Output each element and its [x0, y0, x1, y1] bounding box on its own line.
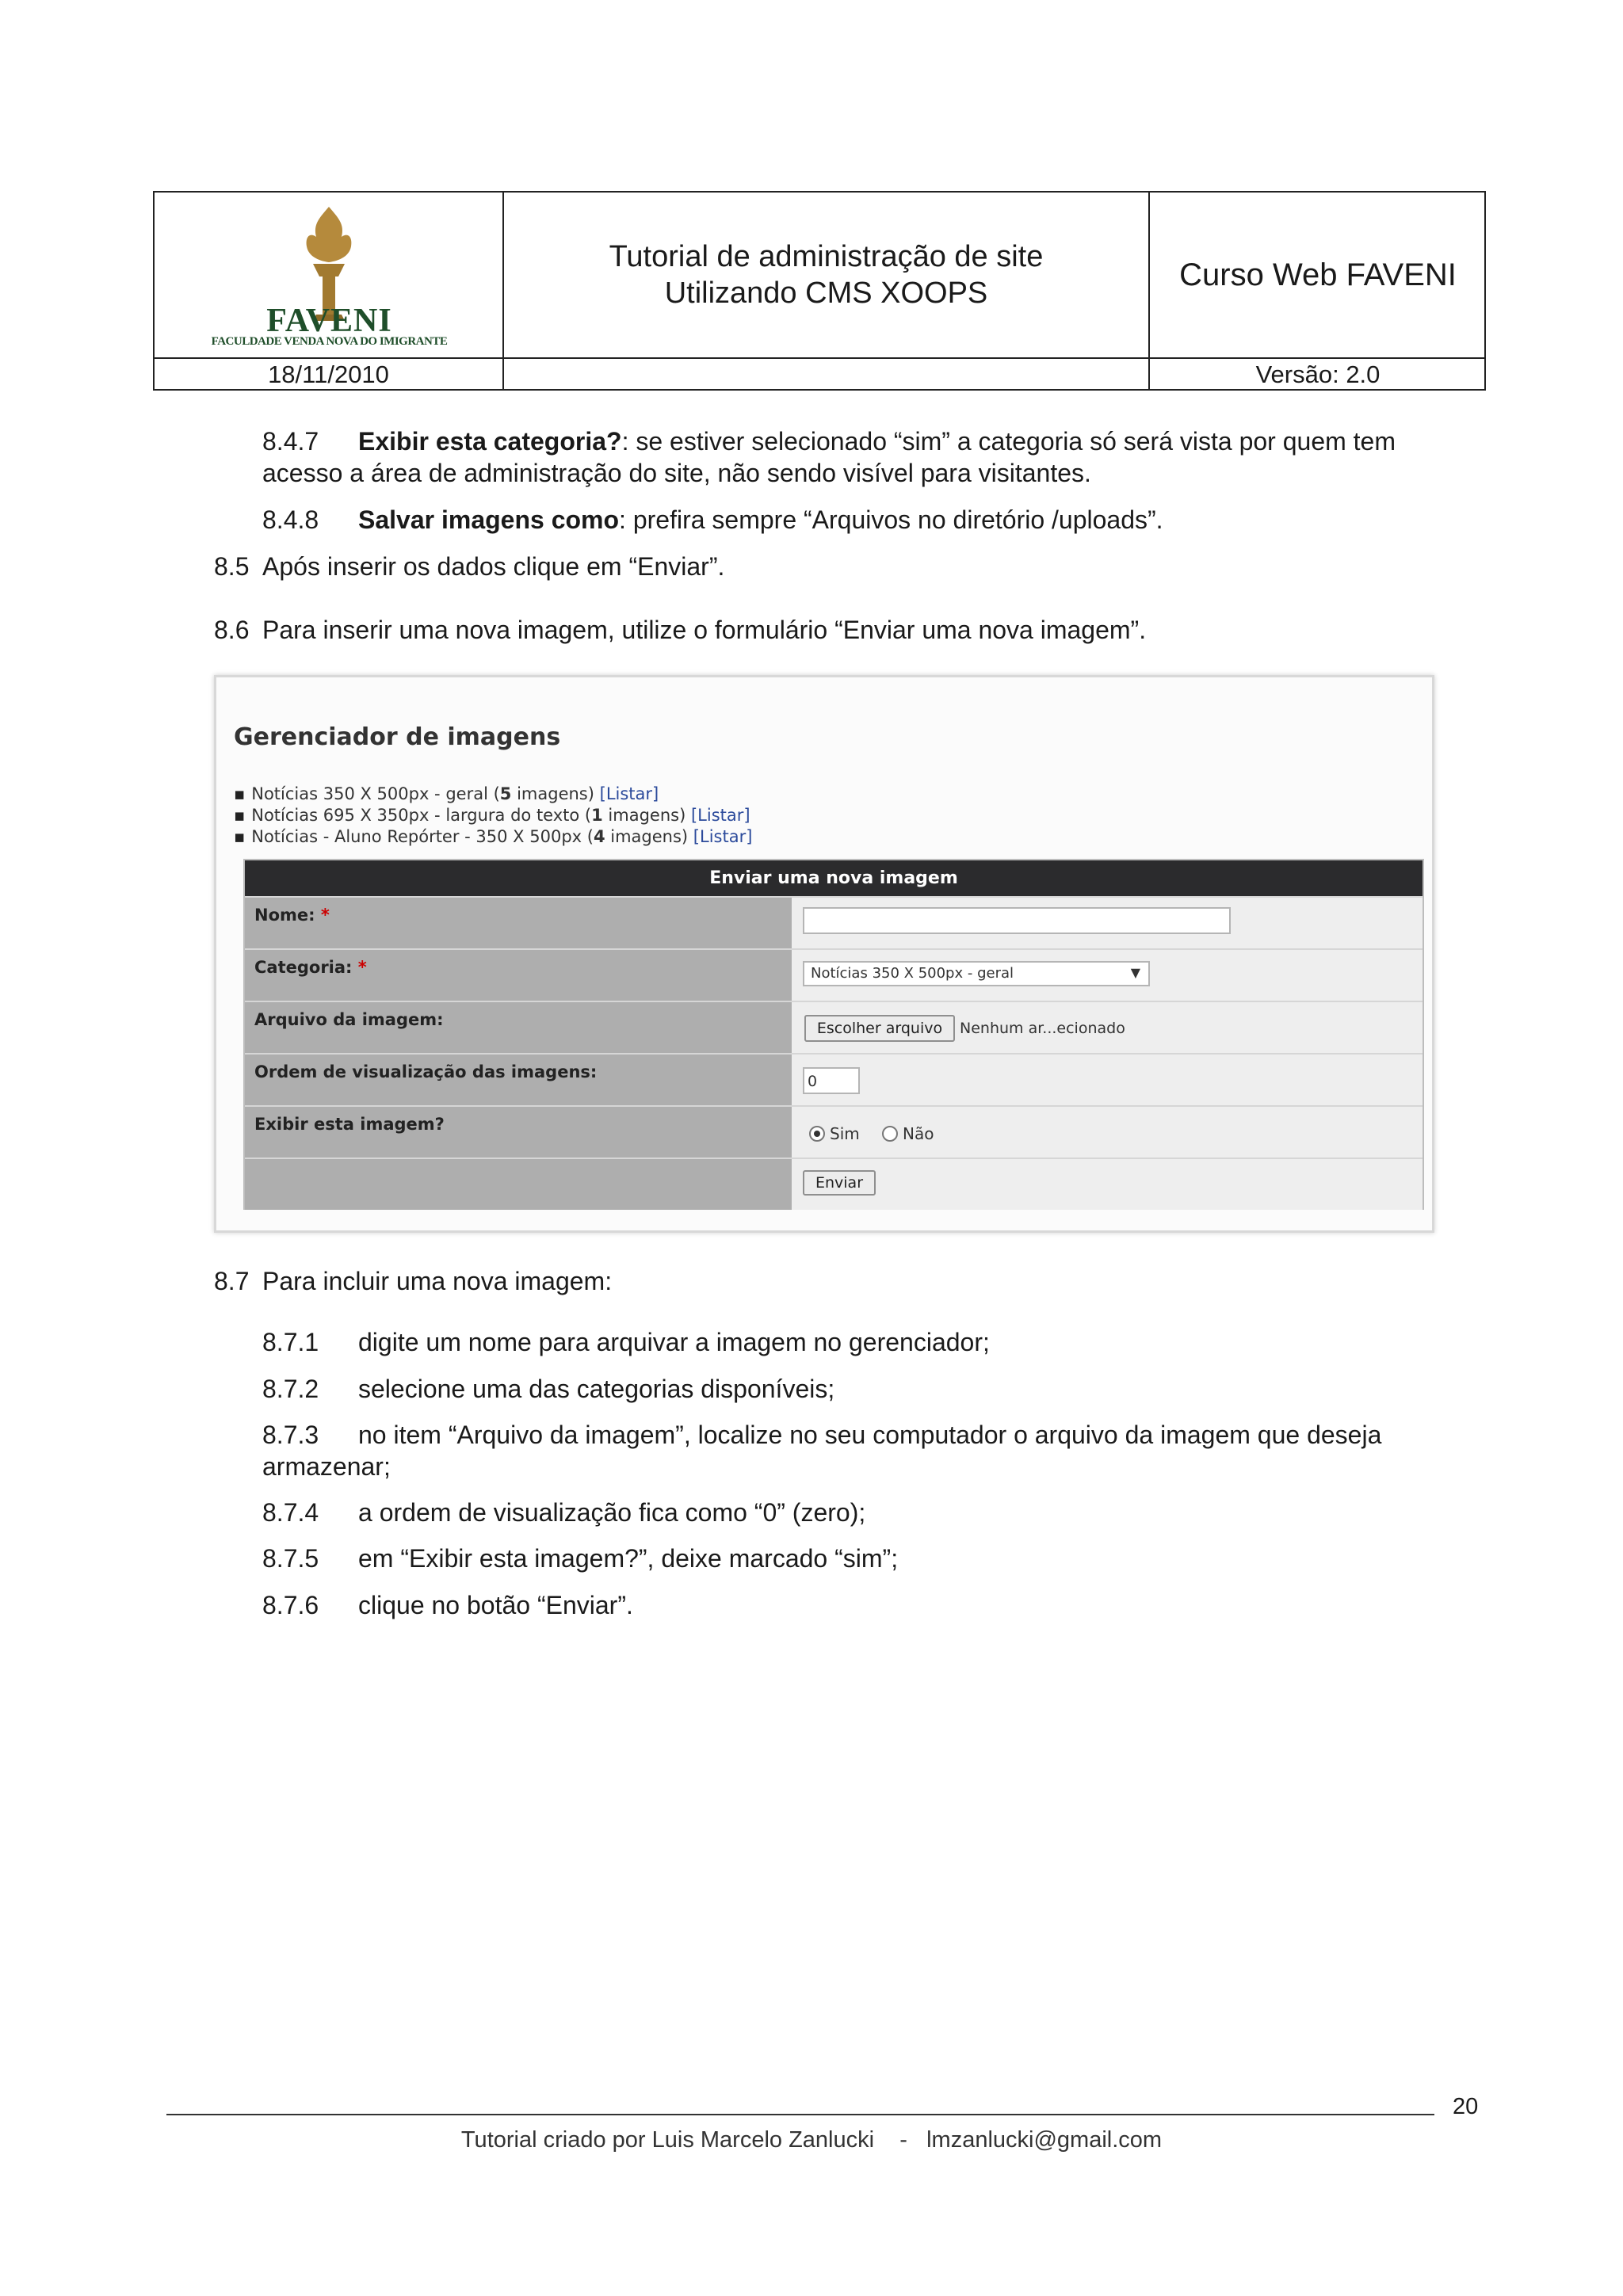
category-text: Notícias 350 X 500px - geral ( [251, 784, 500, 803]
item-number: 8.7.6 [262, 1591, 319, 1619]
upload-image-form [243, 859, 1424, 1210]
item-text: : prefira sempre “Arquivos no diretório /uploads”. [619, 505, 1163, 534]
category-list-item [234, 805, 752, 826]
subitem-8-7-2 [262, 1373, 834, 1405]
category-text: imagens) [605, 827, 693, 846]
footer-rule [166, 2114, 1434, 2115]
paragraph-8-4-7 [262, 425, 1396, 489]
form-value [792, 1002, 1423, 1055]
form-label-empty [245, 1159, 792, 1210]
image-manager-screenshot [214, 675, 1434, 1233]
item-text: Após inserir os dados clique em “Enviar”. [262, 552, 725, 581]
required-mark: * [357, 958, 367, 977]
logo-subtitle: FACULDADE VENDA NOVA DO IMIGRANTE [211, 335, 448, 348]
form-label [245, 898, 792, 950]
item-text-line2: acesso a área de administração do site, não sendo visível para visitantes. [262, 459, 1091, 487]
category-label: Categoria: [254, 958, 353, 977]
header-empty-cell [504, 359, 1150, 391]
item-text: Para incluir uma nova imagem: [262, 1267, 613, 1295]
category-text: imagens) [602, 806, 691, 825]
image-manager-title: Gerenciador de imagens [234, 723, 561, 751]
category-count: 5 [499, 784, 512, 803]
subitem-8-7-4 [262, 1497, 865, 1528]
paragraph-8-4-8 [262, 504, 1163, 536]
item-number: 8.7.3 [262, 1421, 319, 1449]
item-text: no item “Arquivo da imagem”, localize no seu computador o arquivo da imagem que deseja [358, 1421, 1382, 1449]
name-label: Nome: [254, 906, 315, 925]
list-link[interactable]: [Listar] [693, 827, 753, 846]
item-number: 8.6 [214, 616, 250, 644]
item-number: 8.7 [214, 1267, 250, 1295]
document-header [153, 191, 1486, 391]
file-status: Nenhum ar...ecionado [960, 1020, 1125, 1037]
form-heading: Enviar uma nova imagem [245, 860, 1423, 896]
show-label: Exibir esta imagem? [245, 1107, 792, 1159]
dropdown-arrow-icon: ▼ [1130, 965, 1140, 980]
document-title-line2: Utilizando CMS XOOPS [664, 277, 988, 310]
form-value [792, 1107, 1423, 1159]
logo-cell [155, 193, 504, 357]
category-count: 1 [591, 806, 603, 825]
form-row-category [245, 948, 1423, 1002]
subitem-8-7-5 [262, 1543, 898, 1574]
category-text: Notícias - Aluno Repórter - 350 X 500px ( [251, 827, 594, 846]
item-text: Para inserir uma nova imagem, utilize o formulário “Enviar uma nova imagem”. [262, 616, 1147, 644]
page-number: 20 [1453, 2094, 1479, 2119]
item-bold: Exibir esta categoria? [358, 427, 622, 456]
item-text: em “Exibir esta imagem?”, deixe marcado “sim”; [358, 1544, 899, 1573]
item-text: selecione uma das categorias disponíveis; [358, 1375, 835, 1403]
form-value [792, 950, 1423, 1002]
form-label [245, 950, 792, 1002]
item-text: : se estiver selecionado “sim” a categoria só será vista por quem tem [621, 427, 1396, 456]
item-number: 8.7.5 [262, 1544, 319, 1573]
item-text: clique no botão “Enviar”. [358, 1591, 633, 1619]
order-input[interactable]: 0 [803, 1067, 860, 1094]
item-number: 8.5 [214, 552, 250, 581]
item-number: 8.7.4 [262, 1498, 319, 1527]
required-mark: * [320, 906, 330, 925]
form-row-order [245, 1053, 1423, 1107]
subitem-8-7-1 [262, 1326, 990, 1358]
footer-credit: Tutorial criado por Luis Marcelo Zanlucki - lmzanlucki@gmail.com [460, 2127, 1163, 2153]
list-link[interactable]: [Listar] [599, 784, 659, 803]
name-input[interactable] [803, 907, 1231, 934]
item-number: 8.4.7 [262, 427, 319, 456]
paragraph-8-5 [214, 551, 724, 582]
item-bold: Salvar imagens como [358, 505, 620, 534]
category-list-item [234, 826, 752, 848]
item-number: 8.7.2 [262, 1375, 319, 1403]
course-name: Curso Web FAVENI [1179, 257, 1457, 292]
category-selected-value: Notícias 350 X 500px - geral [811, 965, 1014, 982]
file-label: Arquivo da imagem: [245, 1002, 792, 1055]
form-row-file [245, 1001, 1423, 1055]
header-meta-row [155, 357, 1484, 391]
item-text: a ordem de visualização fica como “0” (zero); [358, 1498, 866, 1527]
category-list [234, 784, 752, 848]
category-text: Notícias 695 X 350px - largura do texto ( [251, 806, 592, 825]
item-number: 8.7.1 [262, 1328, 319, 1356]
document-title-cell [504, 193, 1150, 357]
radio-yes-label: Sim [830, 1124, 860, 1143]
item-text-line2: armazenar; [262, 1452, 391, 1481]
logo-name: FAVENI [266, 303, 392, 339]
category-count: 4 [593, 827, 605, 846]
paragraph-8-7 [214, 1265, 612, 1297]
subitem-8-7-6 [262, 1589, 633, 1621]
subitem-8-7-3 [262, 1419, 1381, 1482]
paragraph-8-6 [214, 614, 1146, 646]
submit-button[interactable]: Enviar [803, 1170, 876, 1196]
radio-yes[interactable] [809, 1126, 825, 1142]
form-value [792, 1159, 1423, 1210]
form-value [792, 1055, 1423, 1107]
form-value [792, 898, 1423, 950]
form-row-submit [245, 1158, 1423, 1210]
category-text: imagens) [511, 784, 600, 803]
choose-file-button[interactable]: Escolher arquivo [804, 1015, 955, 1042]
document-date: 18/11/2010 [155, 359, 504, 391]
category-list-item [234, 784, 752, 805]
form-row-name [245, 896, 1423, 950]
radio-no[interactable] [882, 1126, 898, 1142]
radio-no-label: Não [903, 1124, 934, 1143]
document-version: Versão: 2.0 [1255, 360, 1381, 388]
item-text: digite um nome para arquivar a imagem no gerenciador; [358, 1328, 990, 1356]
order-label: Ordem de visualização das imagens: [245, 1055, 792, 1107]
category-select[interactable] [803, 961, 1150, 986]
form-row-show [245, 1105, 1423, 1159]
document-title-line1: Tutorial de administração de site [609, 240, 1044, 273]
list-link[interactable]: [Listar] [690, 806, 750, 825]
item-number: 8.4.8 [262, 505, 319, 534]
